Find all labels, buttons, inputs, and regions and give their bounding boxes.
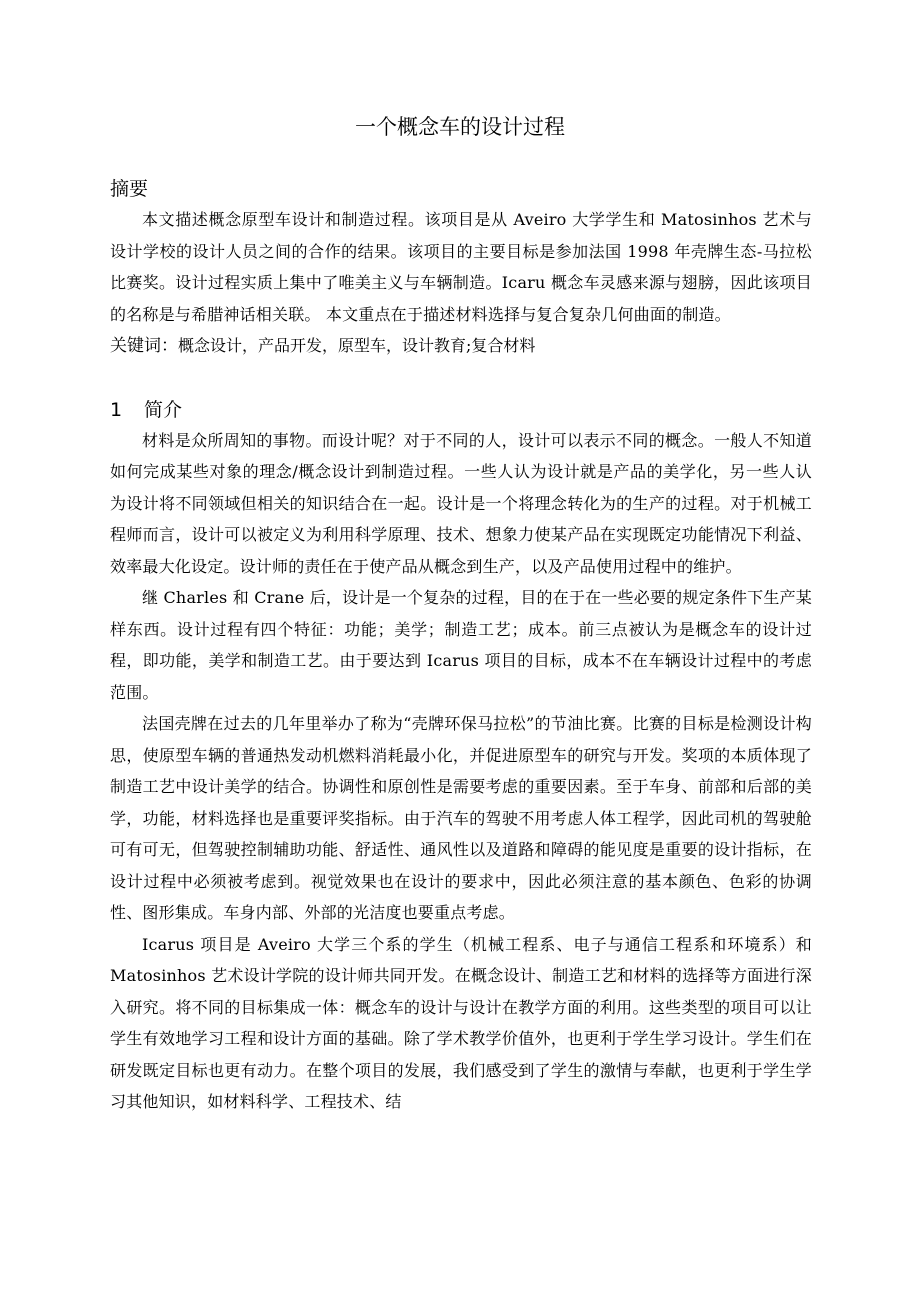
document-title: 一个概念车的设计过程 — [355, 115, 565, 139]
section-spacer — [110, 363, 812, 395]
keywords-line — [110, 330, 812, 363]
abstract-paragraph: 本文描述概念原型车设计和制造过程。该项目是从 Aveiro 大学学生和 Matosinhos 艺术与设计学校的设计人员之间的合作的结果。该项目的主要目标是参加法国 1998 年壳牌生态-马拉松比赛奖。设计过程实质上集中了唯美主义与车辆制造。Icaru 概念车灵感来源与翅膀，因此该项目的名称是与希腊神话相关联。 本文重点在于描述材料选择与复合复杂几何曲面的制造。 — [110, 210, 812, 324]
keywords-label: 关键词： — [110, 336, 178, 356]
intro-paragraph-3: 法国壳牌在过去的几年里举办了称为“壳牌环保马拉松”的节油比赛。比赛的目标是检测设计构思，使原型车辆的普通热发动机燃料消耗最小化，并促进原型车的研究与开发。奖项的本质体现了制造工艺中设计美学的结合。协调性和原创性是需要考虑的重要因素。至于车身、前部和后部的美学，功能，材料选择也是重要评奖指标。由于汽车的驾驶不用考虑人体工程学，因此司机的驾驶舱可有可无，但驾驶控制辅助功能、舒适性、通风性以及道路和障碍的能见度是重要的设计指标，在设计过程中必须被考虑到。视觉效果也在设计的要求中，因此必须注意的基本颜色、色彩的协调性、图形集成。车身内部、外部的光洁度也要重点考虑。 — [110, 714, 812, 922]
intro-paragraph-4: Icarus 项目是 Aveiro 大学三个系的学生（机械工程系、电子与通信工程系和环境系）和 Matosinhos 艺术设计学院的设计师共同开发。在概念设计、制造工艺和材料的选择等方面进行深入研究。将不同的目标集成一体：概念车的设计与设计在教学方面的利用。这些类型的项目可以让学生有效地学习工程和设计方面的基础。除了学术教学价值外，也更利于学生学习设计。学生们在研发既定目标也更有动力。在整个项目的发展，我们感受到了学生的激情与奉献，也更利于学生学习其他知识，如材料科学、工程技术、结 — [110, 934, 812, 1111]
section-1-heading — [110, 395, 812, 425]
intro-paragraph-2: 继 Charles 和 Crane 后，设计是一个复杂的过程，目的在于在一些必要的规定条件下生产某样东西。设计过程有四个特征：功能；美学；制造工艺；成本。前三点被认为是概念车的设计过程，即功能，美学和制造工艺。由于要达到 Icarus 项目的目标，成本不在车辆设计过程中的考虑范围。 — [110, 588, 812, 702]
section-1-number: 1 — [110, 398, 123, 421]
section-1-title: 简介 — [144, 398, 183, 421]
intro-paragraph-1: 材料是众所周知的事物。而设计呢？对于不同的人，设计可以表示不同的概念。一般人不知道如何完成某些对象的理念/概念设计到制造过程。一些人认为设计就是产品的美学化，另一些人认为设计将不同领域但相关的知识结合在一起。设计是一个将理念转化为的生产的过程。对于机械工程师而言，设计可以被定义为利用科学原理、技术、想象力使某产品在实现既定功能情况下利益、效率最大化设定。设计师的责任在于使产品从概念到生产，以及产品使用过程中的维护。 — [110, 430, 812, 576]
abstract-heading: 摘要 — [110, 178, 149, 200]
keywords-text: 概念设计，产品开发，原型车，设计教育;复合材料 — [178, 336, 536, 355]
document-body — [110, 174, 812, 1118]
